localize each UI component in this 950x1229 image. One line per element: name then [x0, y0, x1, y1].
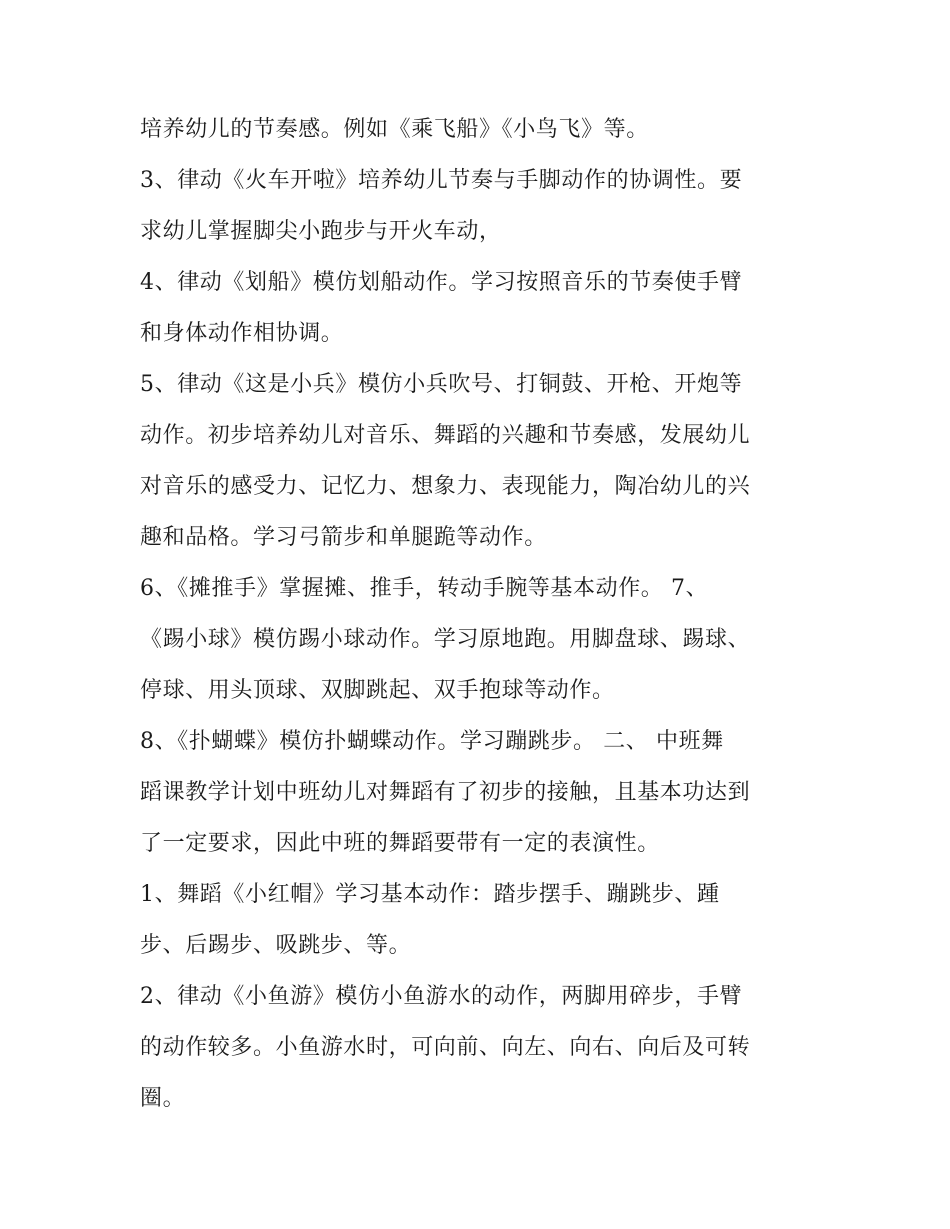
text-line: 3、律动《火车开啦》培养幼儿节奏与手脚动作的协调性。要: [140, 168, 743, 193]
text-line: 8、《扑蝴蝶》模仿扑蝴蝶动作。学习蹦跳步。 二、 中班舞: [140, 729, 724, 754]
text-line: 6、《摊推手》掌握摊、推手，转动手腕等基本动作。 7、: [140, 576, 709, 601]
text-line: 停球、用头顶球、双脚跳起、双手抱球等动作。: [140, 678, 615, 703]
text-line: 了一定要求，因此中班的舞蹈要带有一定的表演性。: [140, 831, 660, 856]
text-line: 蹈课教学计划中班幼儿对舞蹈有了初步的接触，且基本功达到: [140, 780, 751, 805]
text-line: 和身体动作相协调。: [140, 321, 344, 346]
text-line: 动作。初步培养幼儿对音乐、舞蹈的兴趣和节奏感，发展幼儿: [140, 423, 751, 448]
text-line: 步、后踢步、吸跳步、等。: [140, 933, 412, 958]
text-line: 《踢小球》模仿踢小球动作。学习原地跑。用脚盘球、踢球、: [140, 627, 751, 652]
text-line: 趣和品格。学习弓箭步和单腿跪等动作。: [140, 525, 547, 550]
text-line: 4、律动《划船》模仿划船动作。学习按照音乐的节奏使手臂: [140, 270, 743, 295]
text-line: 对音乐的感受力、记忆力、想象力、表现能力，陶冶幼儿的兴: [140, 474, 751, 499]
text-line: 求幼儿掌握脚尖小跑步与开火车动，: [140, 219, 502, 244]
text-line: 的动作较多。小鱼游水时，可向前、向左、向右、向后及可转: [140, 1035, 751, 1060]
text-line: 圈。: [140, 1086, 186, 1111]
text-line: 培养幼儿的节奏感。例如《乘飞船》《小鸟飞》等。: [140, 117, 649, 142]
document-body: [140, 104, 830, 1124]
text-line: 1、舞蹈《小红帽》学习基本动作：踏步摆手、蹦跳步、踵: [140, 882, 720, 907]
text-line: 5、律动《这是小兵》模仿小兵吹号、打铜鼓、开枪、开炮等: [140, 372, 743, 397]
text-line: 2、律动《小鱼游》模仿小鱼游水的动作，两脚用碎步，手臂: [140, 984, 743, 1009]
